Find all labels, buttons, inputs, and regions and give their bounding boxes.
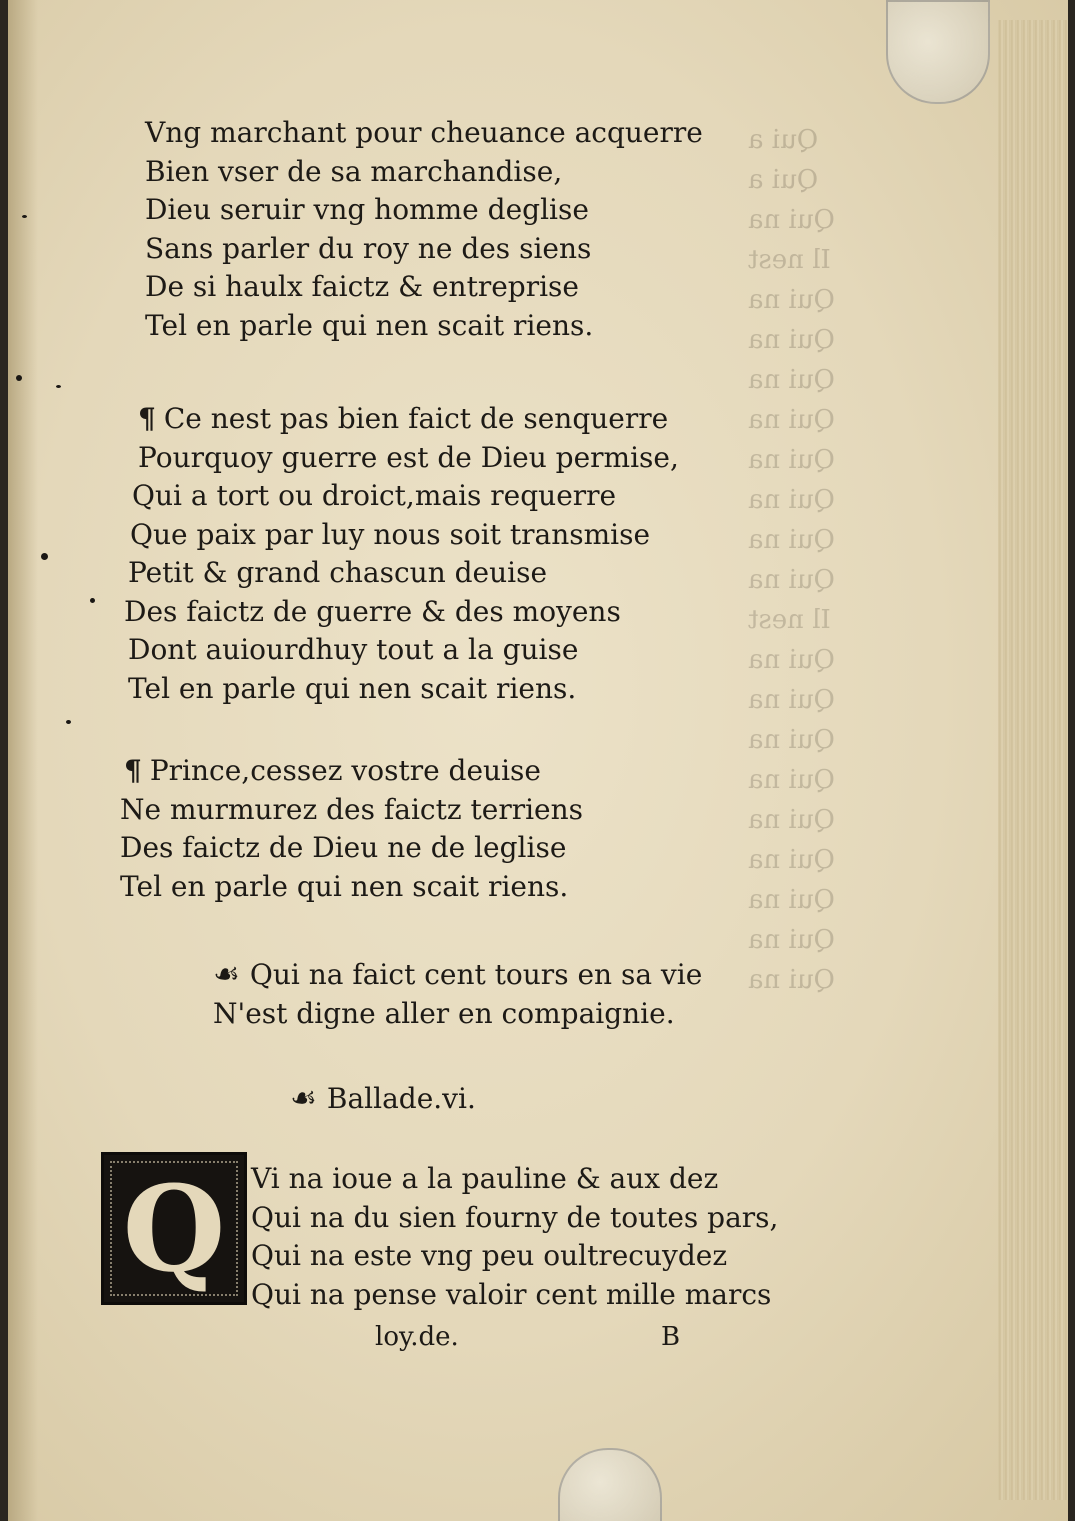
verse-line [120,752,583,791]
margin-mark [90,598,95,603]
stanza-3 [120,752,583,906]
verse-line-text: Qui na faict cent tours en sa vie [249,958,703,991]
verse-line: Ne murmurez des faictz terriens [120,792,584,826]
show-through-line: Qui na [748,645,835,675]
signature-mark: B [661,1322,681,1352]
verse-line: Tel en parle qui nen scait riens. [145,308,594,342]
show-through-line: Qui na [748,685,835,715]
show-through-line: Qui na [748,485,835,515]
show-through-line: Qui na [748,725,835,755]
stanza-2 [124,400,679,708]
verse-line-text: Prince,cessez vostre deuise [149,754,541,787]
show-through-line: Qui na [748,405,835,435]
show-through-line: Qui na [748,845,835,875]
page-gutter [8,0,38,1521]
show-through-line: Qui na [748,925,835,955]
show-through-line: Qui na [748,805,835,835]
pilcrow-icon: ¶ [138,402,156,435]
proverb [213,956,702,1033]
pilcrow-icon: ¶ [124,754,142,787]
show-through-line: Qui na [748,885,835,915]
verse-line: Tel en parle qui nen scait riens. [128,671,577,705]
show-through-line: Qui na [748,765,835,795]
show-through-line: Il nest [748,605,831,635]
catchword: loy.de. [375,1322,459,1352]
decorated-initial: Q [101,1152,247,1305]
verse-line: Qui na pense valoir cent mille marcs [251,1277,772,1311]
margin-mark [41,553,48,560]
verse-line: Vi na ioue a la pauline & aux dez [251,1162,719,1195]
show-through-line: Qui na [748,445,835,475]
verse-line: Petit & grand chascun deuise [128,556,548,589]
margin-mark [16,375,22,381]
fleuron-icon: ☙ [213,957,240,992]
fleuron-icon: ☙ [290,1081,317,1116]
verse-line [128,400,679,439]
heading-line [290,1080,476,1119]
ballade-stanza [251,1160,778,1314]
verse-line: Vng marchant pour cheuance acquerre [145,116,703,149]
verse-line: Pourquoy guerre est de Dieu permise, [138,440,679,474]
verse-line: Bien vser de sa marchandise, [145,154,563,188]
show-through-line: Il nest [748,245,831,275]
verse-line: Qui a tort ou droict,mais requerre [132,479,617,512]
top-page-clip [886,0,990,104]
verse-line: Qui na este vng peu oultrecuydez [251,1239,728,1272]
verse-line [213,956,702,995]
margin-mark [66,720,71,724]
show-through-line: Qui na [748,285,835,315]
show-through-line: Qui a [748,165,819,195]
verse-line: Qui na du sien fourny de toutes pars, [251,1200,779,1234]
margin-mark [56,385,61,388]
show-through-line: Qui na [748,525,835,555]
bottom-page-clip [558,1448,662,1521]
verse-line: Dont auiourdhuy tout a la guise [128,633,579,666]
ballade-heading [290,1080,476,1119]
verse-line: Des faictz de Dieu ne de leglise [120,831,567,864]
verse-line: De si haulx faictz & entreprise [145,270,579,303]
show-through-line: Qui na [748,205,835,235]
show-through-line: Qui na [748,965,835,995]
verse-line: Sans parler du roy ne des siens [145,231,592,265]
margin-mark [22,215,27,218]
show-through-text [748,120,868,1000]
show-through-line: Qui na [748,565,835,595]
verse-line: N'est digne aller en compaignie. [213,996,675,1030]
book-page [8,0,1068,1521]
verse-line: Dieu seruir vng homme deglise [145,193,589,226]
page-edge [998,20,1068,1500]
show-through-line: Qui a [748,125,819,155]
verse-line: Tel en parle qui nen scait riens. [120,869,569,903]
verse-line-text: Ce nest pas bien faict de senquerre [163,402,669,435]
show-through-line: Qui na [748,365,835,395]
verse-line: Des faictz de guerre & des moyens [124,594,621,628]
verse-line: Que paix par luy nous soit transmise [130,517,651,551]
show-through-line: Qui na [748,325,835,355]
heading-text: Ballade.vi. [326,1082,476,1115]
stanza-1 [145,114,703,345]
